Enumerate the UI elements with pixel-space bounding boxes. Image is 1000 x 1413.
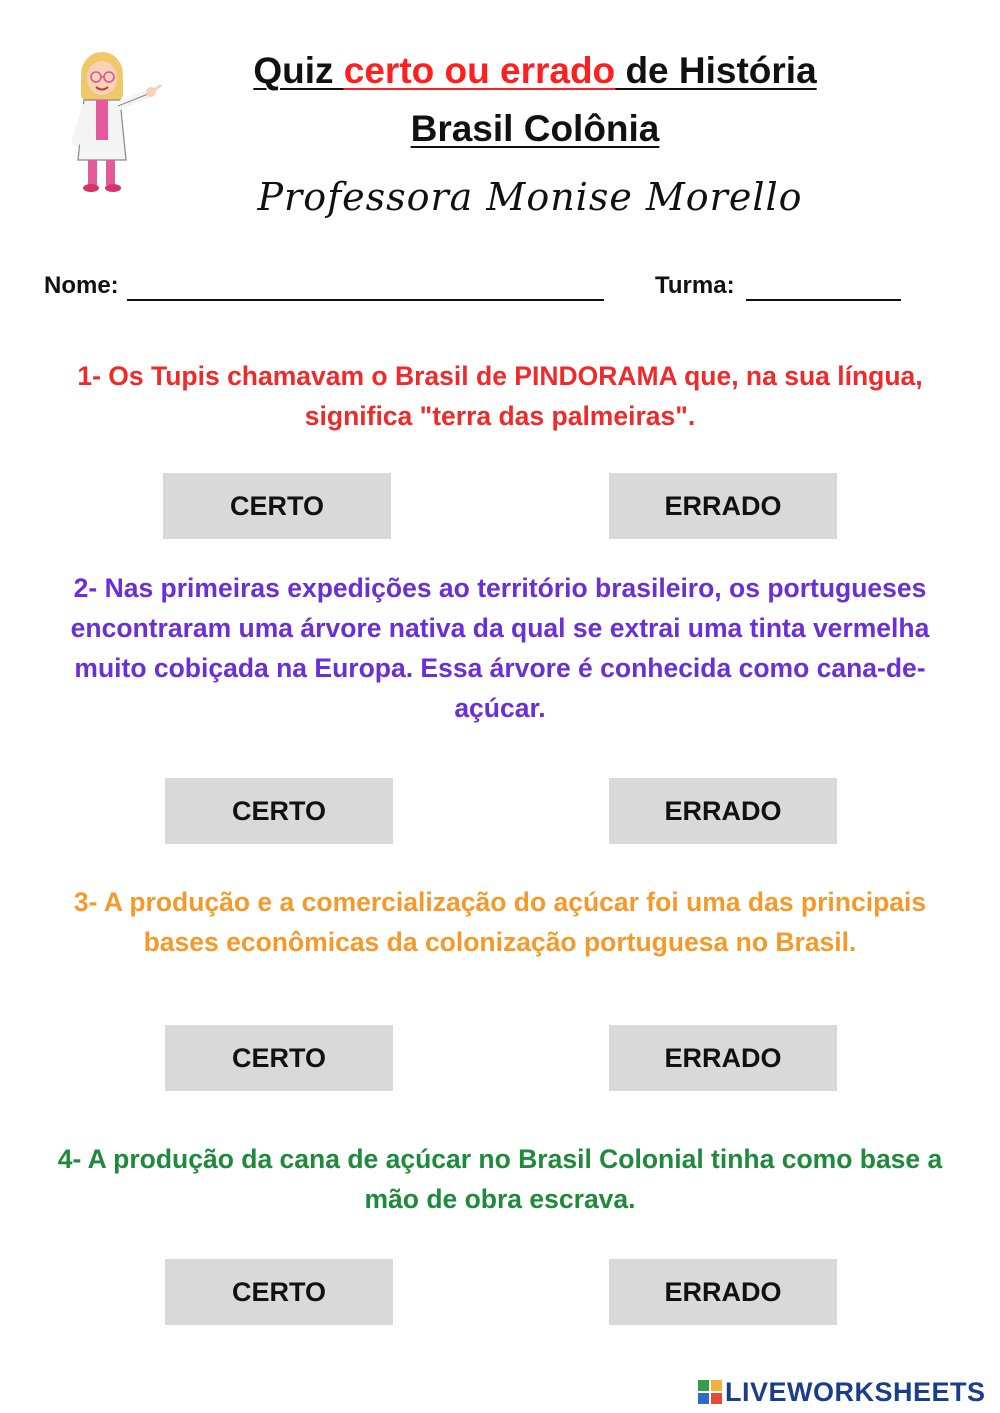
class-label: Turma:: [655, 272, 735, 299]
question-4-certo-button[interactable]: CERTO: [165, 1259, 393, 1325]
question-3-text: 3- A produção e a comercialização do açúcar foi uma das principais bases econômicas da colonização portuguesa no Brasil.: [73, 887, 927, 957]
page-subtitle: [100, 108, 970, 150]
name-field[interactable]: [127, 299, 604, 301]
question-4-text: 4- A produção da cana de açúcar no Brasil Colonial tinha como base a mão de obra escrava.: [57, 1144, 943, 1214]
liveworksheets-logo-icon: [698, 1380, 722, 1404]
page-title: [100, 50, 970, 92]
question-3-errado-button[interactable]: ERRADO: [609, 1025, 837, 1091]
question-1-text: 1- Os Tupis chamavam o Brasil de PINDORAMA que, na sua língua, significa "terra das palmeiras".: [77, 361, 923, 431]
title-highlight: certo ou errado: [343, 50, 616, 91]
brand-text: LIVEWORKSHEETS: [725, 1376, 986, 1407]
question-1-certo-button[interactable]: CERTO: [163, 473, 391, 539]
question-2-text: 2- Nas primeiras expedições ao território brasileiro, os portugueses encontraram uma árvore nativa da qual se extrai uma tinta vermelha muito cobiçada na Europa. Essa árvore é conhecida como cana-de-açúcar.: [70, 573, 930, 723]
question-2-certo-button[interactable]: CERTO: [165, 778, 393, 844]
name-label: Nome:: [44, 272, 119, 299]
question-3-certo-button[interactable]: CERTO: [165, 1025, 393, 1091]
question-4-errado-button[interactable]: ERRADO: [609, 1259, 837, 1325]
subtitle-text: Brasil Colônia: [410, 108, 660, 149]
question-2-errado-button[interactable]: ERRADO: [609, 778, 837, 844]
title-part2: de História: [615, 50, 817, 91]
teacher-name: Professora Monise Morello: [257, 175, 803, 219]
liveworksheets-brand[interactable]: [698, 1376, 986, 1408]
class-field[interactable]: [746, 299, 901, 301]
title-part1: Quiz: [253, 50, 344, 91]
question-1-errado-button[interactable]: ERRADO: [609, 473, 837, 539]
